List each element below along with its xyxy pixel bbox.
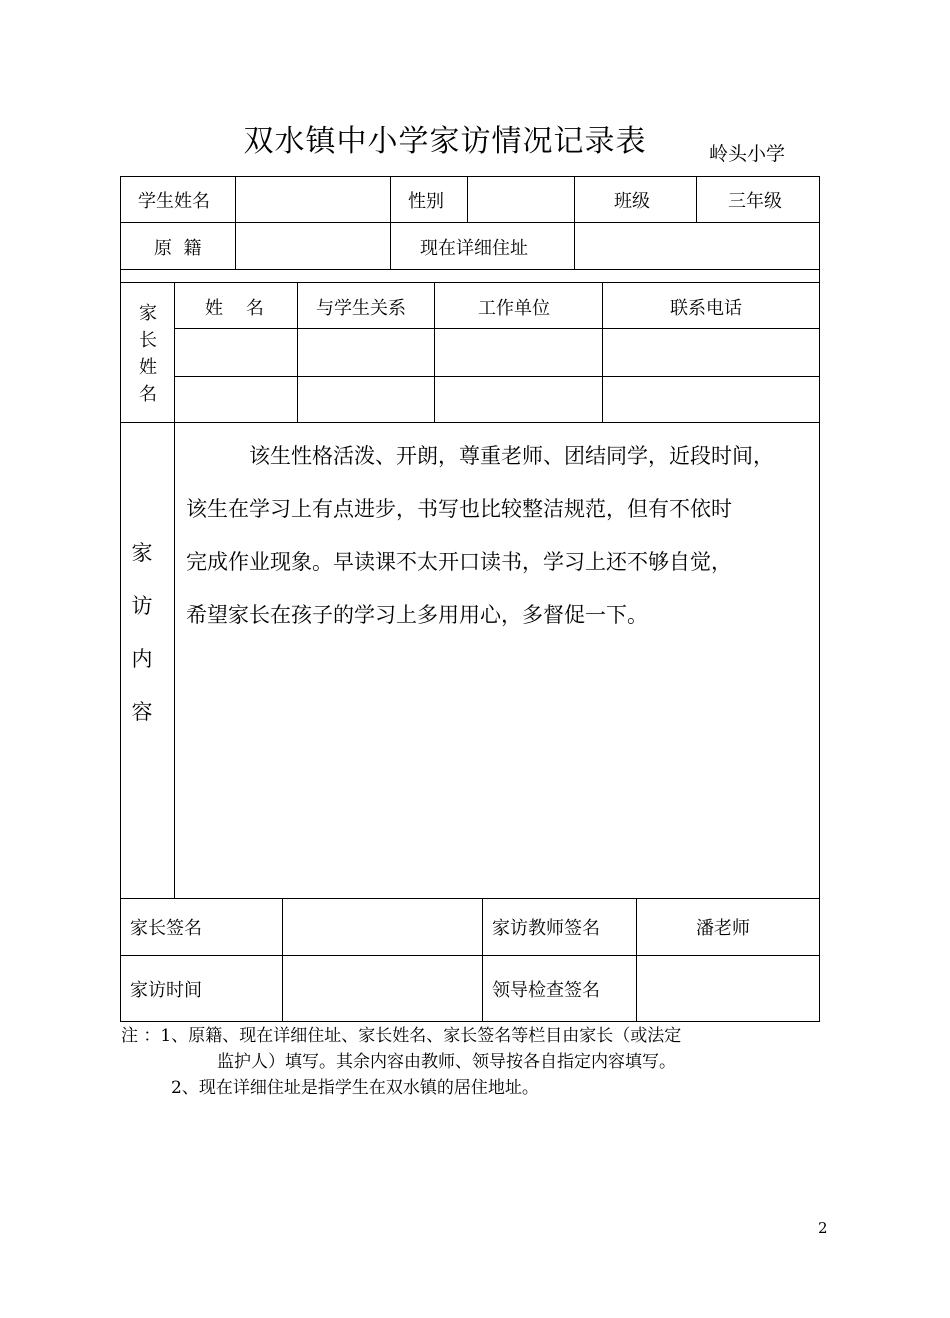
visit-content-line: 该生在学习上有点进步，书写也比较整洁规范，但有不依时: [186, 497, 732, 521]
relation-header: 与学生关系: [316, 298, 406, 319]
parents-label-char: 长: [139, 330, 157, 351]
address-label: 现在详细住址: [420, 238, 528, 259]
visit-section-label: [130, 527, 154, 739]
student-name-field[interactable]: [236, 180, 390, 220]
student-name-label: 学生姓名: [138, 191, 210, 212]
visit-label-char: 内: [131, 647, 153, 671]
visit-content-line: 该生性格活泼、开朗，尊重老师、团结同学，近段时间，: [249, 444, 774, 468]
notes-prefix: 注 ：: [121, 1026, 161, 1046]
gender-field[interactable]: [468, 180, 574, 220]
origin-field[interactable]: [236, 226, 390, 266]
parent-name-header: 姓 名: [205, 298, 264, 319]
parent-1-workplace-field[interactable]: [436, 330, 601, 375]
parents-label-char: 家: [139, 303, 157, 324]
parent-2-name-field[interactable]: [176, 378, 296, 421]
class-value: 三年级: [728, 191, 782, 212]
page-number: 2: [818, 1219, 828, 1237]
address-field[interactable]: [575, 226, 819, 266]
class-label: 班级: [614, 191, 650, 212]
parent-2-relation-field[interactable]: [299, 378, 433, 421]
parents-label-char: 名: [139, 384, 157, 405]
visit-time-field[interactable]: [284, 957, 481, 1020]
notes: [121, 1023, 681, 1101]
teacher-sign-label: 家访教师签名: [492, 918, 600, 939]
teacher-sign-value: 潘老师: [696, 918, 750, 939]
parent-sign-field[interactable]: [284, 900, 481, 954]
leader-sign-label: 领导检查签名: [492, 980, 600, 1001]
visit-label-char: 家: [131, 541, 153, 565]
note-1-continued: 监护人）填写。其余内容由教师、领导按各自指定内容填写。: [217, 1052, 676, 1072]
visit-content-line: 希望家长在孩子的学习上多用用心，多督促一下。: [186, 603, 648, 627]
gender-label: 性别: [408, 191, 444, 212]
parent-1-relation-field[interactable]: [299, 330, 433, 375]
page-title: 双水镇中小学家访情况记录表: [243, 124, 647, 159]
visit-label-char: 容: [131, 700, 153, 724]
parent-2-phone-field[interactable]: [604, 378, 818, 421]
parent-2-workplace-field[interactable]: [436, 378, 601, 421]
parents-section-label: [136, 300, 160, 408]
parent-sign-label: 家长签名: [130, 918, 202, 939]
workplace-header: 工作单位: [478, 298, 550, 319]
parent-1-phone-field[interactable]: [604, 330, 818, 375]
visit-label-char: 访: [131, 594, 153, 618]
parents-label-char: 姓: [139, 357, 157, 378]
visit-content[interactable]: [186, 430, 816, 642]
leader-sign-field[interactable]: [638, 957, 818, 1020]
school-name: 岭头小学: [709, 143, 786, 165]
note-2: 2、现在详细住址是指学生在双水镇的居住地址。: [171, 1078, 539, 1098]
origin-label: 原 籍: [154, 238, 202, 259]
visit-content-line: 完成作业现象。早读课不太开口读书，学习上还不够自觉，: [186, 550, 732, 574]
visit-time-label: 家访时间: [130, 980, 202, 1001]
phone-header: 联系电话: [670, 298, 742, 319]
parent-1-name-field[interactable]: [176, 330, 296, 375]
note-1: 1、原籍、现在详细住址、家长姓名、家长签名等栏目由家长（或法定: [160, 1026, 682, 1046]
